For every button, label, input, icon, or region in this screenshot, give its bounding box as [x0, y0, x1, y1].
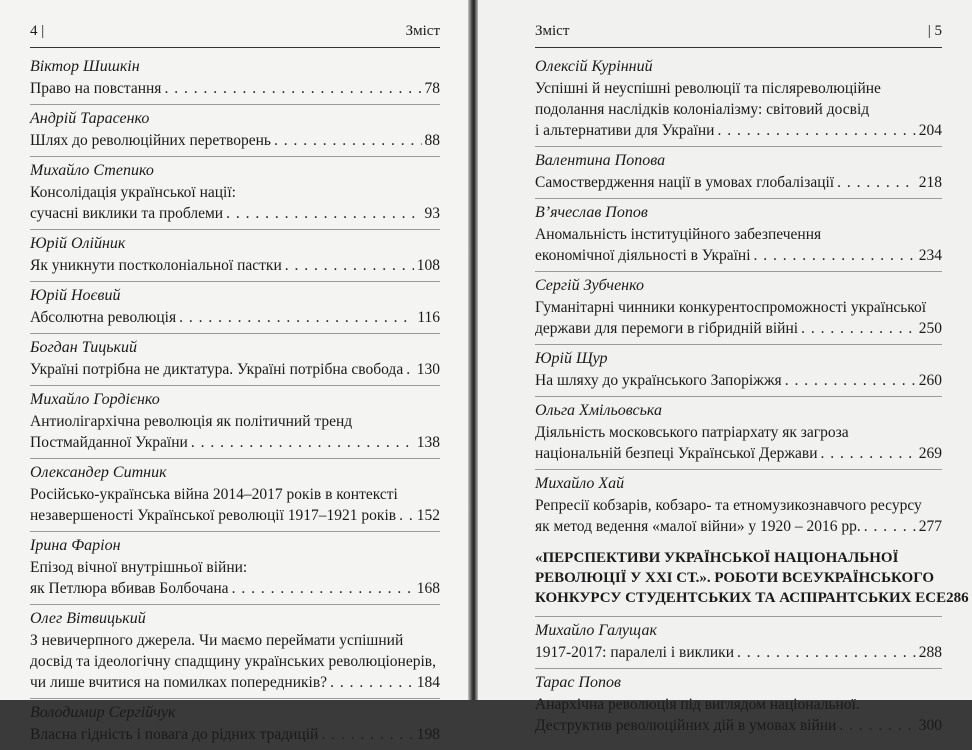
toc-entry: [535, 397, 942, 470]
entry-author: Юрій Щур: [535, 350, 608, 367]
entry-page: 78: [424, 80, 440, 97]
dot-leader: [191, 432, 414, 453]
entry-author: В’ячеслав Попов: [535, 204, 648, 221]
entry-author: Михайло Степико: [30, 162, 154, 179]
entry-title-last-line: [535, 370, 942, 391]
entry-title-line: Аномальність інституційного забезпечення: [535, 226, 822, 243]
page-header: [535, 23, 942, 43]
running-title: Зміст: [535, 23, 570, 39]
entry-title-line: Антиолігархічна революція як політичний тренд: [30, 413, 353, 430]
toc-entry: [30, 334, 440, 386]
entry-title-line: Консолідація української нації:: [30, 184, 236, 201]
toc-entry: [30, 282, 440, 334]
entry-title-last-line: [535, 318, 942, 339]
toc-entry: [30, 105, 440, 157]
entry-title-last-line: [30, 724, 440, 745]
entry-title-last-line: [535, 120, 942, 141]
dot-leader: [801, 318, 916, 339]
section-line: «ПЕРСПЕКТИВИ УКРАЇНСЬКОЇ НАЦІОНАЛЬНОЇ: [535, 550, 899, 566]
entry-title-last-line: [535, 516, 942, 537]
entry-title-line: Епізод вічної внутрішньої війни:: [30, 559, 248, 576]
entry-title-last-line: [535, 642, 942, 663]
entry-page: 204: [918, 122, 942, 139]
entry-author: Андрій Тарасенко: [30, 110, 150, 127]
dot-leader: [164, 78, 421, 99]
dot-leader: [226, 203, 421, 224]
entry-title: держави для перемоги в гібридній війні: [535, 320, 799, 337]
entry-title: Україні потрібна не диктатура. Україні потрібна свобода: [30, 361, 404, 378]
toc-entry: [30, 605, 440, 699]
right-page: [478, 0, 972, 734]
entry-author: Юрій Ноєвий: [30, 287, 121, 304]
toc-entry: [535, 617, 942, 669]
entry-title-last-line: [535, 715, 942, 736]
entry-page: 300: [918, 717, 942, 734]
section-page: 286: [946, 590, 969, 606]
entry-page: 152: [416, 507, 440, 524]
entry-title-line: Репресії кобзарів, кобзаро- та етномузикознавчого ресурсу: [535, 497, 922, 514]
entry-title-last-line: [30, 203, 440, 224]
entry-title-last-line: [30, 307, 440, 328]
dot-leader: [717, 120, 915, 141]
entry-title-line: З невичерпного джерела. Чи маємо переймати успішний: [30, 632, 404, 649]
entry-title-last-line: [30, 78, 440, 99]
toc-list: [30, 53, 440, 750]
entry-title: незавершеності Української революції 1917–1921 років: [30, 507, 397, 524]
book-gutter: [468, 0, 478, 700]
entry-title: Деструктив революційних дій в умовах війни: [535, 717, 837, 734]
section-title: КОНКУРСУ СТУДЕНТСЬКИХ ТА АСПІРАНТСЬКИХ ЕСЕ: [535, 590, 947, 606]
entry-page: 288: [918, 644, 942, 661]
toc-entry: [535, 199, 942, 272]
entry-title: економічної діяльності в Україні: [535, 247, 751, 264]
dot-leader: [864, 516, 916, 537]
entry-title: як метод ведення «малої війни» у 1920 – 2016 рр.: [535, 518, 861, 535]
entry-title: Самоствердження нації в умовах глобалізації: [535, 174, 835, 191]
header-rule: [535, 47, 942, 48]
toc-section-heading: [535, 542, 969, 617]
dot-leader: [399, 505, 414, 526]
entry-title-last-line: [30, 359, 440, 380]
entry-title-line: досвід та ідеологічну спадщину українських революціонерів,: [30, 653, 436, 670]
entry-page: 108: [416, 257, 440, 274]
entry-title-last-line: [30, 432, 440, 453]
entry-title: Шлях до революційних перетворень: [30, 132, 271, 149]
page-header: [30, 23, 440, 43]
toc-entry: [30, 230, 440, 282]
entry-title: Як уникнути постколоніальної пастки: [30, 257, 282, 274]
entry-title: сучасні виклики та проблеми: [30, 205, 224, 222]
entry-page: 130: [416, 361, 440, 378]
entry-title-last-line: [535, 443, 942, 464]
dot-leader: [330, 672, 414, 693]
entry-title-last-line: [30, 672, 440, 693]
toc-entry: [30, 532, 440, 605]
entry-title: чи лише вчитися на помилках попередників?: [30, 674, 328, 691]
entry-title: 1917-2017: паралелі і виклики: [535, 644, 734, 661]
toc-entry: [30, 157, 440, 230]
page-number: | 5: [927, 23, 942, 39]
toc-entry: [30, 386, 440, 459]
toc-entry: [535, 669, 942, 741]
dot-leader: [839, 715, 915, 736]
entry-title-last-line: [30, 130, 440, 151]
entry-author: Володимир Сергійчук: [30, 704, 176, 721]
entry-title-line: Російсько-українська війна 2014–2017 років в контексті: [30, 486, 398, 503]
entry-title-line: Анархічна революція під виглядом національної.: [535, 696, 860, 713]
entry-author: Віктор Шишкін: [30, 58, 140, 75]
entry-title-last-line: [30, 255, 440, 276]
section-last-line: [535, 588, 969, 608]
dot-leader: [754, 245, 916, 266]
entry-author: Сергій Зубченко: [535, 277, 644, 294]
entry-page: 218: [918, 174, 942, 191]
entry-title: Абсолютна революція: [30, 309, 177, 326]
entry-page: 88: [424, 132, 440, 149]
entry-page: 138: [416, 434, 440, 451]
entry-title-last-line: [30, 505, 440, 526]
toc-entry: [30, 53, 440, 105]
entry-title-line: Діяльність московського патріархату як загроза: [535, 424, 849, 441]
dot-leader: [785, 370, 916, 391]
entry-page: 93: [424, 205, 440, 222]
toc-list: [535, 617, 942, 741]
dot-leader: [321, 724, 413, 745]
toc-entry: [30, 459, 440, 532]
entry-author: Валентина Попова: [535, 152, 666, 169]
toc-list: [535, 53, 942, 542]
entry-author: Ольга Хмільовська: [535, 402, 662, 419]
toc-entry: [535, 272, 942, 345]
toc-entry: [535, 147, 942, 199]
header-rule: [30, 47, 440, 48]
dot-leader: [285, 255, 414, 276]
entry-author: Ірина Фаріон: [30, 537, 121, 554]
entry-title-line: Гуманітарні чинники конкурентоспроможності української: [535, 299, 927, 316]
entry-page: 250: [918, 320, 942, 337]
page-number: 4 |: [30, 23, 45, 39]
entry-title: і альтернативи для України: [535, 122, 715, 139]
entry-title-last-line: [30, 578, 440, 599]
entry-title: Право на повстання: [30, 80, 162, 97]
entry-title: Постмайданної України: [30, 434, 188, 451]
entry-page: 260: [918, 372, 942, 389]
dot-leader: [406, 359, 414, 380]
entry-title-last-line: [535, 245, 942, 266]
entry-author: Юрій Олійник: [30, 235, 126, 252]
toc-entry: [30, 699, 440, 750]
entry-title-last-line: [535, 172, 942, 193]
toc-entry: [535, 345, 942, 397]
entry-page: 116: [417, 309, 440, 326]
entry-page: 277: [918, 518, 942, 535]
entry-page: 234: [918, 247, 942, 264]
entry-author: Михайло Гордієнко: [30, 391, 160, 408]
entry-author: Михайло Хай: [535, 475, 625, 492]
entry-author: Богдан Тицький: [30, 339, 137, 356]
toc-entry: [535, 470, 942, 542]
entry-title: На шляху до українського Запоріжжя: [535, 372, 782, 389]
entry-title: національній безпеці Української Держави: [535, 445, 818, 462]
entry-author: Тарас Попов: [535, 674, 621, 691]
entry-page: 198: [416, 726, 440, 743]
entry-page: 168: [416, 580, 440, 597]
entry-title: як Петлюра вбивав Болбочана: [30, 580, 229, 597]
entry-author: Олексій Курінний: [535, 58, 653, 75]
section-line: РЕВОЛЮЦІЇ У ХХІ СТ.». РОБОТИ ВСЕУКРАЇНСЬКОГО: [535, 570, 935, 586]
entry-author: Михайло Галущак: [535, 622, 657, 639]
toc-entry: [535, 53, 942, 147]
entry-title-line: подолання наслідків колоніалізму: світовий досвід: [535, 101, 870, 118]
dot-leader: [274, 130, 422, 151]
left-page: [0, 0, 468, 743]
dot-leader: [737, 642, 916, 663]
running-title: Зміст: [405, 23, 440, 39]
entry-page: 269: [918, 445, 942, 462]
entry-title-line: Успішні й неуспішні революції та післяреволюційне: [535, 80, 881, 97]
entry-author: Олег Вітвицький: [30, 610, 146, 627]
entry-title: Власна гідність і повага до рідних традицій: [30, 726, 319, 743]
dot-leader: [179, 307, 414, 328]
dot-leader: [232, 578, 414, 599]
entry-page: 184: [416, 674, 440, 691]
dot-leader: [837, 172, 916, 193]
dot-leader: [821, 443, 916, 464]
entry-author: Олександер Ситник: [30, 464, 167, 481]
